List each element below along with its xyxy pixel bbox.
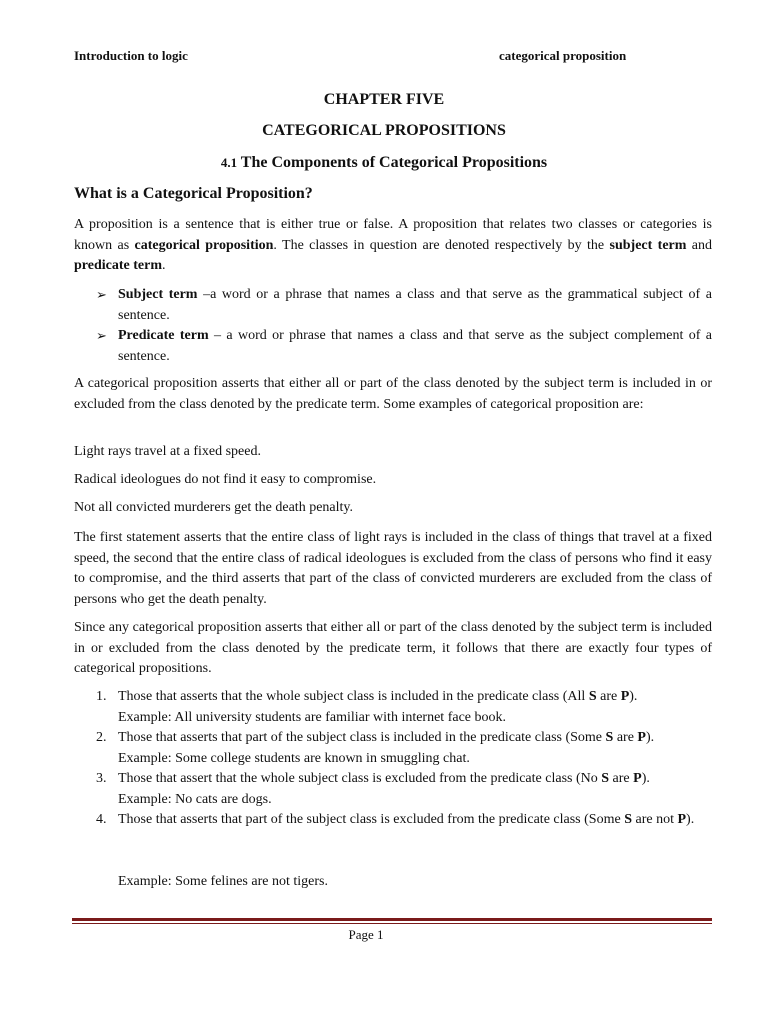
arrow-bullet-icon: ➢: [96, 328, 107, 343]
footer-rule-thick: [72, 918, 712, 921]
section-heading: [0, 154, 768, 172]
intro-text-3: and: [686, 237, 713, 253]
list-item: [96, 810, 712, 831]
list-end: ).: [629, 689, 638, 704]
section-number: 4.1: [220, 155, 238, 170]
since-paragraph: [74, 618, 712, 680]
question-heading: What is a Categorical Proposition?: [74, 185, 313, 202]
list-text: Those that asserts that the whole subject class is included in the predicate class (All: [118, 689, 589, 704]
subject-symbol: S: [605, 730, 614, 745]
list-example: Example: All university students are familiar with internet face book.: [118, 709, 507, 725]
subject-symbol: S: [601, 771, 610, 786]
predicate-symbol: P: [637, 730, 646, 745]
since-text: Since any categorical proposition asserts that either all or part of the class denoted by the subject term is included in or excluded from the class denoted by the predicate term, it follows that there are exactly four types of categorical propositions.: [74, 620, 712, 677]
list-number: 2.: [96, 730, 107, 745]
section-title: The Components of Categorical Propositions: [237, 154, 548, 171]
subject-symbol: S: [624, 812, 632, 827]
list-text: Those that asserts that part of the subject class is included in the predicate class (Some: [118, 730, 606, 745]
list-end: ).: [686, 812, 695, 827]
chapter-title: CATEGORICAL PROPOSITIONS: [262, 122, 506, 139]
example-line: Light rays travel at a fixed speed.: [74, 444, 261, 459]
list-number: 4.: [96, 812, 107, 827]
list-text: Those that assert that the whole subject class is excluded from the predicate class (No: [118, 771, 602, 786]
list-example-line: [96, 872, 712, 893]
list-copula: are: [609, 771, 634, 786]
bullet-item: [96, 285, 712, 326]
bullet-item: [96, 326, 712, 367]
intro-bold-2: subject term: [609, 237, 687, 253]
chapter-label: CHAPTER FIVE: [323, 91, 445, 108]
bullet-term: Predicate term: [118, 328, 209, 343]
list-text: Those that asserts that part of the subject class is excluded from the predicate class (Some: [118, 812, 625, 827]
first-statement-paragraph: [74, 528, 712, 611]
list-number: 3.: [96, 771, 107, 786]
page-number: Page 1: [348, 927, 384, 942]
intro-text-4: .: [161, 258, 166, 274]
example-line: Radical ideologues do not find it easy to compromise.: [74, 472, 377, 487]
list-item: [96, 769, 712, 810]
first-statement-text: The first statement asserts that the entire class of light rays is included in the class of things that travel at a fixed speed, the second that the entire class of radical ideologues is excluded from the class of persons who find it easy to compromise, and the third asserts that part of the class of convicted murderers are excluded from the class of persons who get the death penalty.: [74, 530, 712, 608]
bullet-text: –a word or a phrase that names a class and that serve as the grammatical subject of a sentence.: [118, 287, 712, 323]
subject-symbol: S: [588, 689, 597, 704]
list-item: [96, 687, 712, 728]
arrow-bullet-icon: ➢: [96, 287, 107, 302]
header-left: Introduction to logic: [74, 48, 188, 63]
intro-bold-1: categorical proposition: [134, 237, 274, 253]
bullet-text: – a word or phrase that names a class and that serve as the subject complement of a sentence.: [118, 328, 712, 364]
footer-rule-thin: [72, 923, 712, 924]
list-end: ).: [641, 771, 650, 786]
intro-text-2: . The classes in question are denoted respectively by the: [273, 237, 610, 253]
predicate-symbol: P: [633, 771, 642, 786]
list-example: Example: Some college students are known in smuggling chat.: [118, 750, 470, 766]
header-right: categorical proposition: [499, 48, 627, 63]
list-item: [96, 728, 712, 769]
assert-paragraph: [74, 374, 712, 415]
list-copula: are: [596, 689, 621, 704]
assert-text: A categorical proposition asserts that either all or part of the class denoted by the subject term is included in or excluded from the class denoted by the predicate term. Some examples of categorical proposition are:: [74, 376, 712, 412]
example-line: Not all convicted murderers get the death penalty.: [74, 500, 353, 515]
list-example: Example: No cats are dogs.: [118, 791, 272, 807]
list-number: 1.: [96, 689, 107, 704]
intro-bold-3: predicate term: [74, 258, 162, 274]
list-copula: are not: [631, 812, 678, 827]
intro-text-1: A proposition is a sentence that is either true or false. A proposition that relates two classes or categories is known as: [74, 217, 712, 253]
predicate-symbol: P: [677, 812, 687, 827]
intro-paragraph: [74, 215, 712, 277]
bullet-term: Subject term: [118, 287, 198, 302]
list-copula: are: [613, 730, 638, 745]
list-example: Example: Some felines are not tigers.: [118, 874, 328, 889]
predicate-symbol: P: [620, 689, 630, 704]
list-end: ).: [645, 730, 655, 745]
